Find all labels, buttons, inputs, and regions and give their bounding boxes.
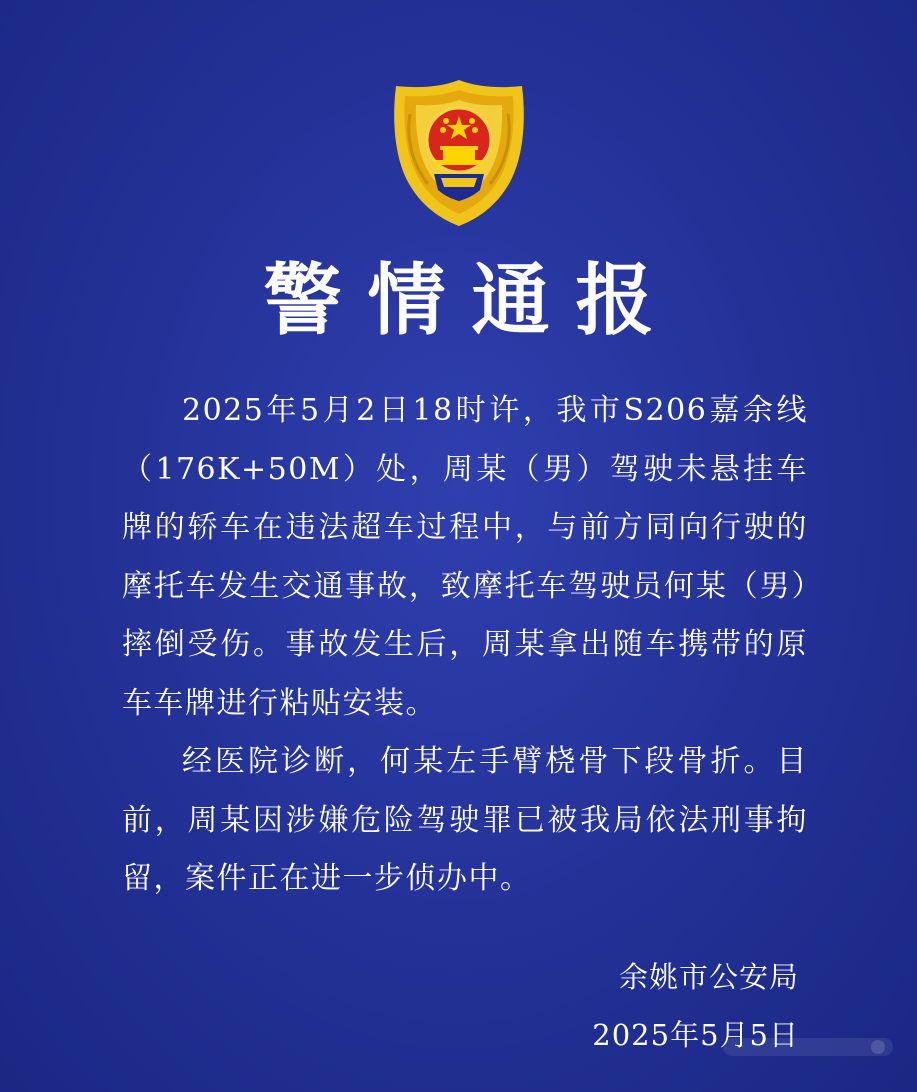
issue-date: 2025年5月5日 <box>592 1018 799 1052</box>
notice-paragraph: 2025年5月2日18时许，我市S206嘉余线（176K+50M）处，周某（男）驾驶未悬挂车牌的轿车在违法超车过程中，与前方同向行驶的摩托车发生交通事故，致摩托车驾驶员何某（男）摔倒受伤。事故发生后，周某拿出随车携带的原车车牌进行粘贴安装。 <box>122 393 808 721</box>
notice-body <box>122 382 808 909</box>
issuer-name: 余姚市公安局 <box>618 960 799 994</box>
watermark-icon <box>723 1034 893 1060</box>
police-badge-icon <box>388 78 530 228</box>
notice-title: 警情通报 <box>263 256 680 346</box>
notice-paragraph: 经医院诊断，何某左手臂桡骨下段骨折。目前，周某因涉嫌危险驾驶罪已被我局依法刑事拘留，案件正在进一步侦办中。 <box>122 744 808 896</box>
